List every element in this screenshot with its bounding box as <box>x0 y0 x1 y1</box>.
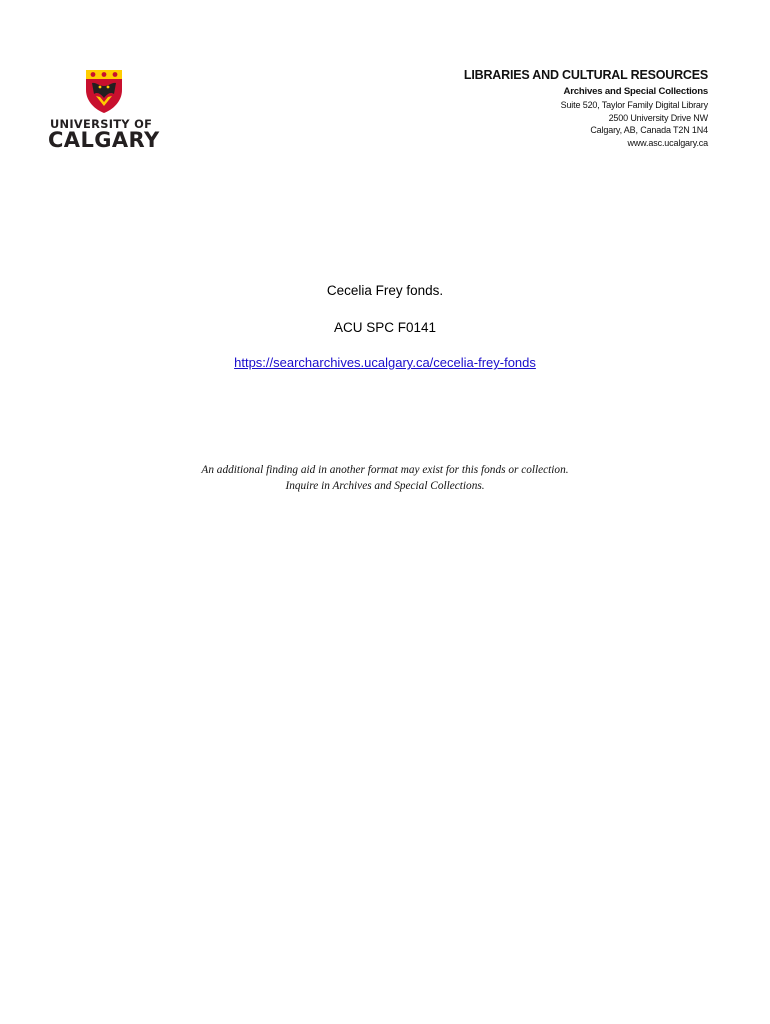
finding-aid-note <box>0 462 770 494</box>
letterhead-website: www.asc.ucalgary.ca <box>627 137 708 148</box>
finding-aid-link[interactable]: https://searcharchives.ucalgary.ca/cecelia-frey-fonds <box>234 355 536 370</box>
note-line2: Inquire in Archives and Special Collections. <box>285 480 485 492</box>
university-crest-icon <box>84 66 124 114</box>
letterhead-address-line3: Calgary, AB, Canada T2N 1N4 <box>590 125 708 135</box>
reference-code: ACU SPC F0141 <box>333 320 437 335</box>
letterhead <box>464 67 708 149</box>
logo-line-calgary: CALGARY <box>48 128 160 152</box>
letterhead-organization: LIBRARIES AND CULTURAL RESOURCES <box>463 68 708 82</box>
letterhead-address-line1: Suite 520, Taylor Family Digital Library <box>560 100 708 110</box>
letterhead-address-line2: 2500 University Drive NW <box>608 112 708 123</box>
letterhead-department: Archives and Special Collections <box>563 86 708 97</box>
fonds-title: Cecelia Frey fonds. <box>326 283 444 298</box>
note-line1: An additional finding aid in another format may exist for this fonds or collection. <box>201 464 569 476</box>
logo-line-university-of: UNIVERSITY OF <box>50 117 153 131</box>
